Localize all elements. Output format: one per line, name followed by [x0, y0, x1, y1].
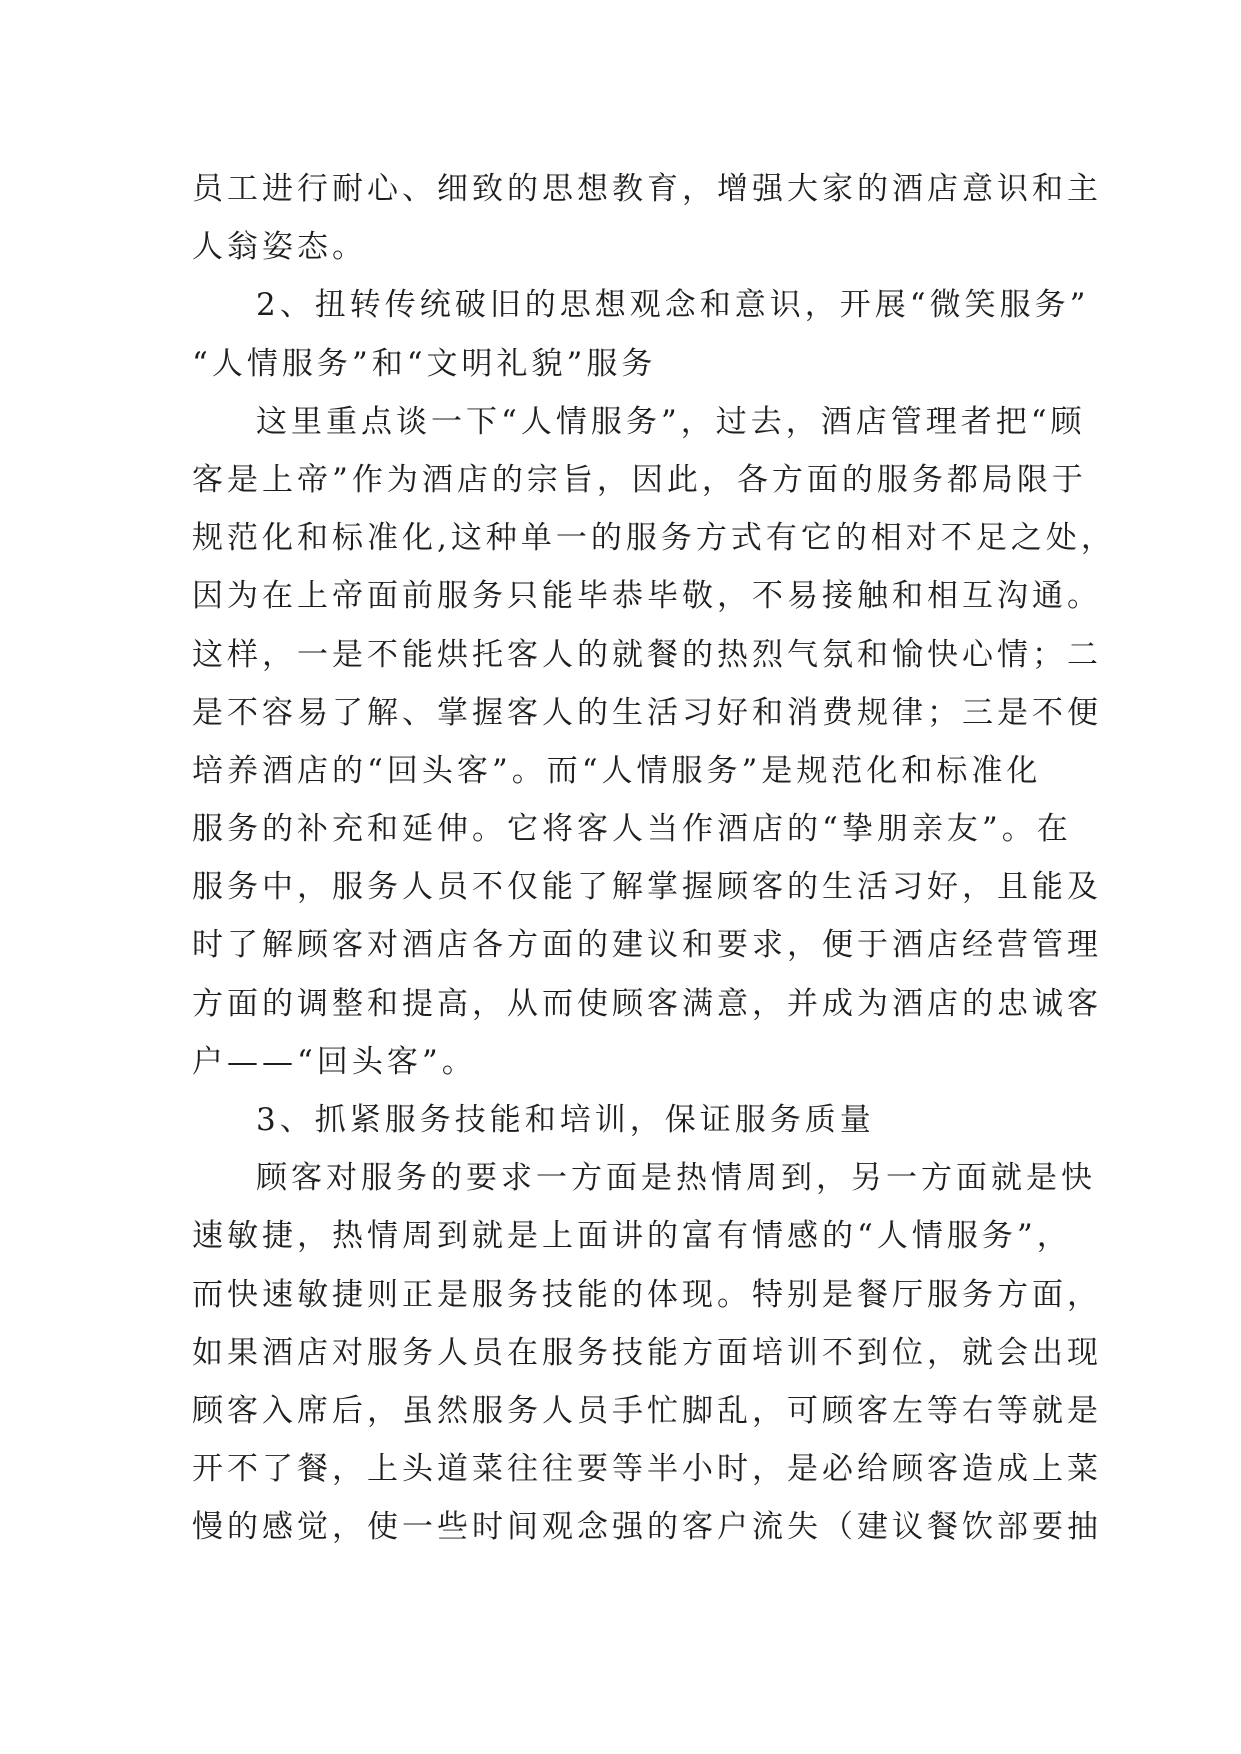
body-text: [192, 160, 1116, 1557]
text-line: 而快速敏捷则正是服务技能的体现。特别是餐厅服务方面，: [192, 1276, 1102, 1313]
text-line: 人翁姿态。: [192, 229, 367, 266]
text-line: 规范化和标准化,这种单一的服务方式有它的相对不足之处，: [192, 520, 1116, 557]
section-heading: 2、扭转传统破旧的思想观念和意识，开展“微笑服务”: [256, 287, 1090, 324]
text-line: 服务中，服务人员不仅能了解掌握顾客的生活习好，且能及: [192, 869, 1102, 906]
text-line: 服务的补充和延伸。它将客人当作酒店的“挚朋亲友”。在: [192, 811, 1072, 848]
text-line: 员工进行耐心、细致的思想教育，增强大家的酒店意识和主: [192, 171, 1102, 207]
text-line: 方面的调整和提高，从而使顾客满意，并成为酒店的忠诚客: [192, 985, 1102, 1022]
paragraph-start: 顾客对服务的要求一方面是热情周到，另一方面就是快: [256, 1160, 1096, 1197]
text-line: 慢的感觉，使一些时间观念强的客户流失（建议餐饮部要抽: [192, 1509, 1102, 1546]
text-line: 户——“回头客”。: [192, 1043, 477, 1080]
text-line: 因为在上帝面前服务只能毕恭毕敬，不易接触和相互沟通。: [192, 578, 1102, 615]
text-line: 这样，一是不能烘托客人的就餐的热烈气氛和愉快心情；二: [192, 636, 1102, 673]
text-line: 如果酒店对服务人员在服务技能方面培训不到位，就会出现: [192, 1334, 1102, 1371]
text-line: 顾客入席后，虽然服务人员手忙脚乱，可顾客左等右等就是: [192, 1392, 1102, 1429]
paragraph-start: 这里重点谈一下“人情服务”，过去，酒店管理者把“顾: [256, 403, 1086, 440]
text-line: 时了解顾客对酒店各方面的建议和要求，便于酒店经营管理: [192, 927, 1102, 964]
text-line: 开不了餐，上头道菜往往要等半小时，是必给顾客造成上菜: [192, 1451, 1102, 1488]
text-line: 速敏捷，热情周到就是上面讲的富有情感的“人情服务”，: [192, 1218, 1072, 1255]
section-heading: 3、抓紧服务技能和培训，保证服务质量: [256, 1102, 875, 1138]
text-line: 是不容易了解、掌握客人的生活习好和消费规律；三是不便: [192, 694, 1102, 731]
text-line: 客是上帝”作为酒店的宗旨，因此，各方面的服务都局限于: [192, 461, 1087, 498]
section-heading-continued: “人情服务”和“文明礼貌”服务: [192, 345, 657, 382]
text-line: 培养酒店的“回头客”。而“人情服务”是规范化和标准化: [192, 752, 1042, 789]
